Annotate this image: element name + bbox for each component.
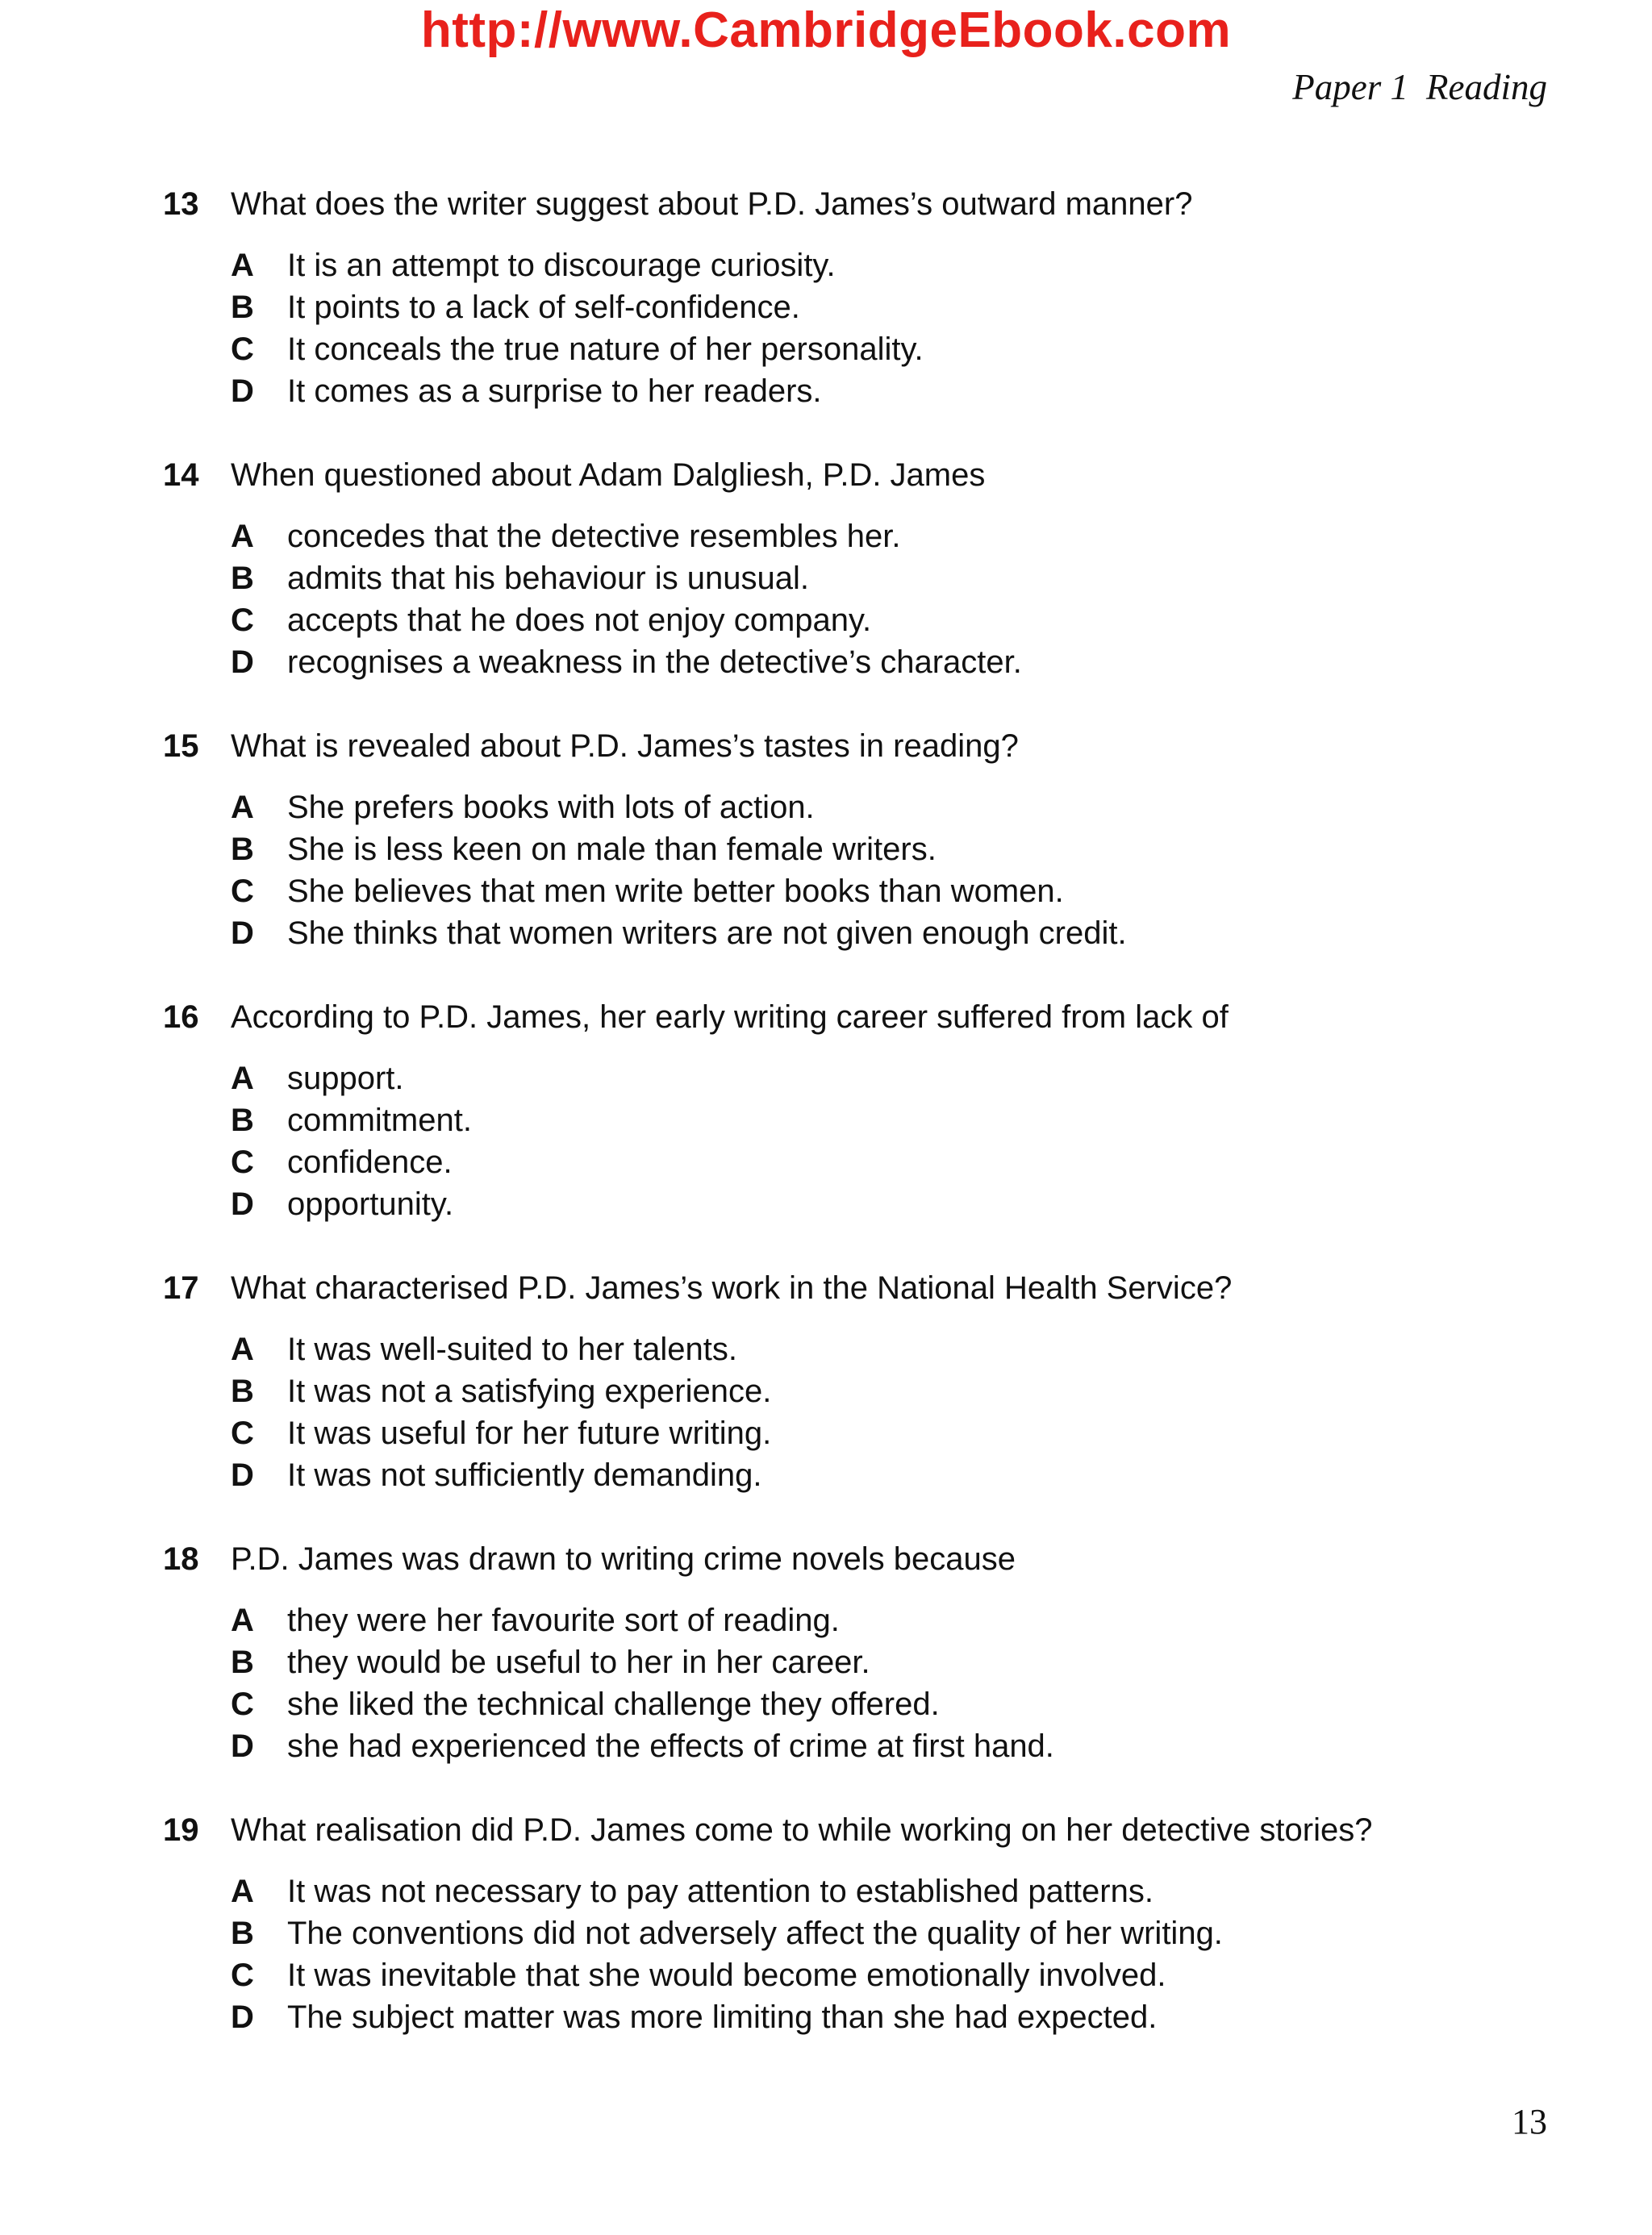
option-letter: D xyxy=(231,373,254,409)
option-c xyxy=(231,870,1127,912)
option-d xyxy=(231,1725,1054,1767)
option-b xyxy=(231,557,1022,599)
option-text: they would be useful to her in her career. xyxy=(287,1645,870,1680)
option-letter: B xyxy=(231,1916,254,1951)
option-c xyxy=(231,599,1022,641)
option-c xyxy=(231,1683,1054,1725)
option-letter: A xyxy=(231,790,254,825)
question-stem: What is revealed about P.D. James’s tastes in reading? xyxy=(231,728,1019,764)
option-letter: D xyxy=(231,1728,254,1764)
question-number: 17 xyxy=(163,1270,199,1306)
question-19 xyxy=(0,1808,1652,2079)
header-section: Reading xyxy=(1426,67,1547,107)
option-text: It was not necessary to pay attention to established patterns. xyxy=(287,1874,1153,1909)
option-letter: C xyxy=(231,1958,254,1993)
option-list xyxy=(231,1057,472,1225)
option-letter: D xyxy=(231,915,254,951)
option-b xyxy=(231,828,1127,870)
option-letter: D xyxy=(231,1999,254,2035)
option-a xyxy=(231,244,924,286)
option-text: confidence. xyxy=(287,1145,453,1180)
option-letter: C xyxy=(231,1145,254,1180)
option-text: She prefers books with lots of action. xyxy=(287,790,815,825)
question-number: 16 xyxy=(163,999,199,1035)
question-stem: What realisation did P.D. James come to while working on her detective stories? xyxy=(231,1812,1373,1848)
option-letter: A xyxy=(231,1332,254,1367)
option-letter: C xyxy=(231,603,254,638)
option-text: She is less keen on male than female writers. xyxy=(287,832,937,867)
option-letter: A xyxy=(231,1603,254,1638)
option-letter: A xyxy=(231,248,254,283)
question-number: 14 xyxy=(163,457,199,493)
option-text: admits that his behaviour is unusual. xyxy=(287,561,810,596)
option-list xyxy=(231,515,1022,683)
question-number: 19 xyxy=(163,1812,199,1848)
option-text: She believes that men write better books than women. xyxy=(287,874,1064,909)
option-text: recognises a weakness in the detective’s character. xyxy=(287,644,1022,680)
option-letter: B xyxy=(231,290,254,325)
option-d xyxy=(231,912,1127,954)
option-text: It was well-suited to her talents. xyxy=(287,1332,738,1367)
question-14 xyxy=(0,452,1652,723)
option-text: It points to a lack of self-confidence. xyxy=(287,290,800,325)
option-d xyxy=(231,641,1022,683)
option-text: The subject matter was more limiting than she had expected. xyxy=(287,1999,1158,2035)
option-letter: B xyxy=(231,1103,254,1138)
option-b xyxy=(231,286,924,328)
option-letter: C xyxy=(231,1416,254,1451)
question-16 xyxy=(0,994,1652,1266)
page-header xyxy=(1292,66,1547,108)
option-text: she had experienced the effects of crime at first hand. xyxy=(287,1728,1054,1764)
option-letter: C xyxy=(231,874,254,909)
option-letter: A xyxy=(231,519,254,554)
option-text: concedes that the detective resembles her. xyxy=(287,519,901,554)
option-letter: A xyxy=(231,1061,254,1096)
question-stem: According to P.D. James, her early writing career suffered from lack of xyxy=(231,999,1229,1035)
option-text: commitment. xyxy=(287,1103,472,1138)
option-b xyxy=(231,1641,1054,1683)
option-text: support. xyxy=(287,1061,404,1096)
option-text: It was useful for her future writing. xyxy=(287,1416,772,1451)
option-list xyxy=(231,1870,1223,2038)
option-d xyxy=(231,1996,1223,2038)
option-text: opportunity. xyxy=(287,1186,454,1222)
question-number: 15 xyxy=(163,728,199,764)
option-list xyxy=(231,1328,771,1496)
option-text: It was inevitable that she would become emotionally involved. xyxy=(287,1958,1166,1993)
option-c xyxy=(231,1412,771,1454)
option-list xyxy=(231,244,924,412)
option-letter: D xyxy=(231,644,254,680)
question-stem: When questioned about Adam Dalgliesh, P.D. James xyxy=(231,457,986,493)
option-list xyxy=(231,1599,1054,1767)
question-15 xyxy=(0,723,1652,994)
option-letter: A xyxy=(231,1874,254,1909)
option-a xyxy=(231,1057,472,1099)
option-letter: C xyxy=(231,1687,254,1722)
option-letter: D xyxy=(231,1186,254,1222)
question-number: 18 xyxy=(163,1541,199,1577)
option-text: She thinks that women writers are not given enough credit. xyxy=(287,915,1127,951)
option-text: she liked the technical challenge they offered. xyxy=(287,1687,940,1722)
option-text: It conceals the true nature of her personality. xyxy=(287,331,924,367)
option-c xyxy=(231,1954,1223,1996)
option-letter: B xyxy=(231,1645,254,1680)
question-13 xyxy=(0,181,1652,452)
question-stem: P.D. James was drawn to writing crime novels because xyxy=(231,1541,1016,1577)
option-text: they were her favourite sort of reading. xyxy=(287,1603,840,1638)
option-text: It was not sufficiently demanding. xyxy=(287,1457,762,1493)
option-a xyxy=(231,1870,1223,1912)
question-18 xyxy=(0,1537,1652,1808)
question-stem: What does the writer suggest about P.D. James’s outward manner? xyxy=(231,186,1193,222)
option-a xyxy=(231,786,1127,828)
question-17 xyxy=(0,1266,1652,1537)
watermark-url: http://www.CambridgeEbook.com xyxy=(420,2,1232,58)
option-a xyxy=(231,1328,771,1370)
option-text: It was not a satisfying experience. xyxy=(287,1374,772,1409)
option-c xyxy=(231,328,924,370)
question-stem: What characterised P.D. James’s work in the National Health Service? xyxy=(231,1270,1233,1306)
question-number: 13 xyxy=(163,186,199,222)
option-b xyxy=(231,1912,1223,1954)
option-letter: B xyxy=(231,832,254,867)
option-text: It comes as a surprise to her readers. xyxy=(287,373,822,409)
option-letter: B xyxy=(231,1374,254,1409)
page-number: 13 xyxy=(1512,2102,1547,2141)
option-a xyxy=(231,1599,1054,1641)
option-letter: D xyxy=(231,1457,254,1493)
option-list xyxy=(231,786,1127,954)
option-d xyxy=(231,1454,771,1496)
option-d xyxy=(231,370,924,412)
option-a xyxy=(231,515,1022,557)
option-letter: C xyxy=(231,331,254,367)
option-letter: B xyxy=(231,561,254,596)
option-b xyxy=(231,1099,472,1141)
option-d xyxy=(231,1183,472,1225)
question-list xyxy=(0,181,1652,2079)
option-text: accepts that he does not enjoy company. xyxy=(287,603,872,638)
option-text: It is an attempt to discourage curiosity. xyxy=(287,248,836,283)
option-text: The conventions did not adversely affect the quality of her writing. xyxy=(287,1916,1223,1951)
header-paper: Paper 1 xyxy=(1292,67,1409,107)
option-c xyxy=(231,1141,472,1183)
option-b xyxy=(231,1370,771,1412)
